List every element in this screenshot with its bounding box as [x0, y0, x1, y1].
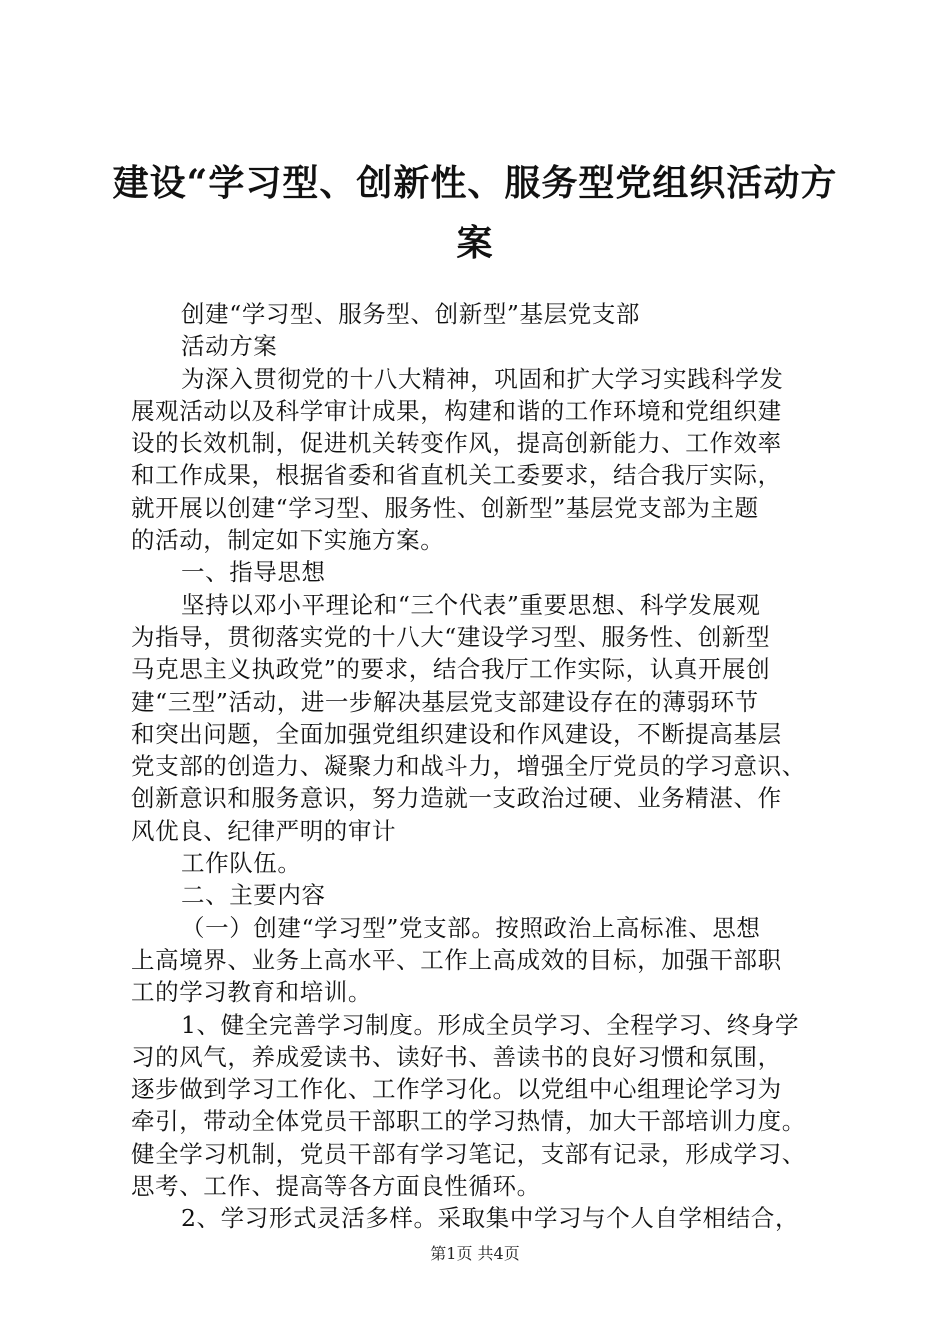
body-line: 展观活动以及科学审计成果，构建和谐的工作环境和党组织建 [131, 396, 782, 425]
body-line: 为指导，贯彻落实党的十八大“建设学习型、服务性、创新型 [131, 622, 771, 651]
body-line: 党支部的创造力、凝聚力和战斗力，增强全厅党员的学习意识、 [131, 752, 806, 781]
document-body [131, 298, 831, 1235]
body-line: 风优良、纪律严明的审计 [131, 816, 397, 845]
body-line: 和突出问题，全面加强党组织建设和作风建设，不断提高基层 [131, 719, 782, 748]
body-line: 2、学习形式灵活多样。采取集中学习与个人自学相结合， [181, 1204, 800, 1233]
body-line: 思考、工作、提高等各方面良性循环。 [131, 1172, 541, 1201]
body-line: 马克思主义执政党”的要求，结合我厅工作实际，认真开展创 [131, 655, 771, 684]
body-line: 工的学习教育和培训。 [131, 978, 372, 1007]
section-heading: 一、指导思想 [181, 558, 326, 587]
body-line: 创新意识和服务意识，努力造就一支政治过硬、业务精湛、作 [131, 784, 782, 813]
body-line: 牵引，带动全体党员干部职工的学习热情，加大干部培训力度。 [131, 1107, 806, 1136]
body-line: 建“三型”活动，进一步解决基层党支部建设存在的薄弱环节 [131, 687, 759, 716]
body-line: 就开展以创建“学习型、服务性、创新型”基层党支部为主题 [131, 493, 759, 522]
body-line: 创建“学习型、服务型、创新型”基层党支部 [181, 300, 641, 328]
section-heading: 二、主要内容 [181, 881, 326, 910]
body-line: 习的风气，养成爱读书、读好书、善读书的良好习惯和氛围， [131, 1042, 782, 1071]
document-title-line-2: 案 [456, 222, 494, 264]
body-line: 1、健全完善学习制度。形成全员学习、全程学习、终身学 [181, 1010, 800, 1039]
body-line: （一）创建“学习型”党支部。按照政治上高标准、思想 [181, 913, 761, 942]
page-number-footer: 第1页 共4页 [430, 1244, 520, 1263]
document-title-line-1: 建设“学习型、创新性、服务型党组织活动方 [112, 162, 838, 204]
body-line: 健全学习机制，党员干部有学习笔记，支部有记录，形成学习、 [131, 1139, 806, 1168]
body-line: 设的长效机制，促进机关转变作风，提高创新能力、工作效率 [131, 429, 782, 458]
body-line: 的活动，制定如下实施方案。 [131, 526, 445, 555]
body-line: 逐步做到学习工作化、工作学习化。以党组中心组理论学习为 [131, 1075, 782, 1104]
body-line: 活动方案 [181, 332, 278, 361]
body-line: 工作队伍。 [181, 849, 302, 878]
body-line: 上高境界、业务上高水平、工作上高成效的目标，加强干部职 [131, 945, 782, 974]
body-line: 和工作成果，根据省委和省直机关工委要求，结合我厅实际， [131, 461, 782, 490]
body-line: 为深入贯彻党的十八大精神，巩固和扩大学习实践科学发 [181, 364, 784, 393]
body-line: 坚持以邓小平理论和“三个代表”重要思想、科学发展观 [181, 590, 761, 619]
